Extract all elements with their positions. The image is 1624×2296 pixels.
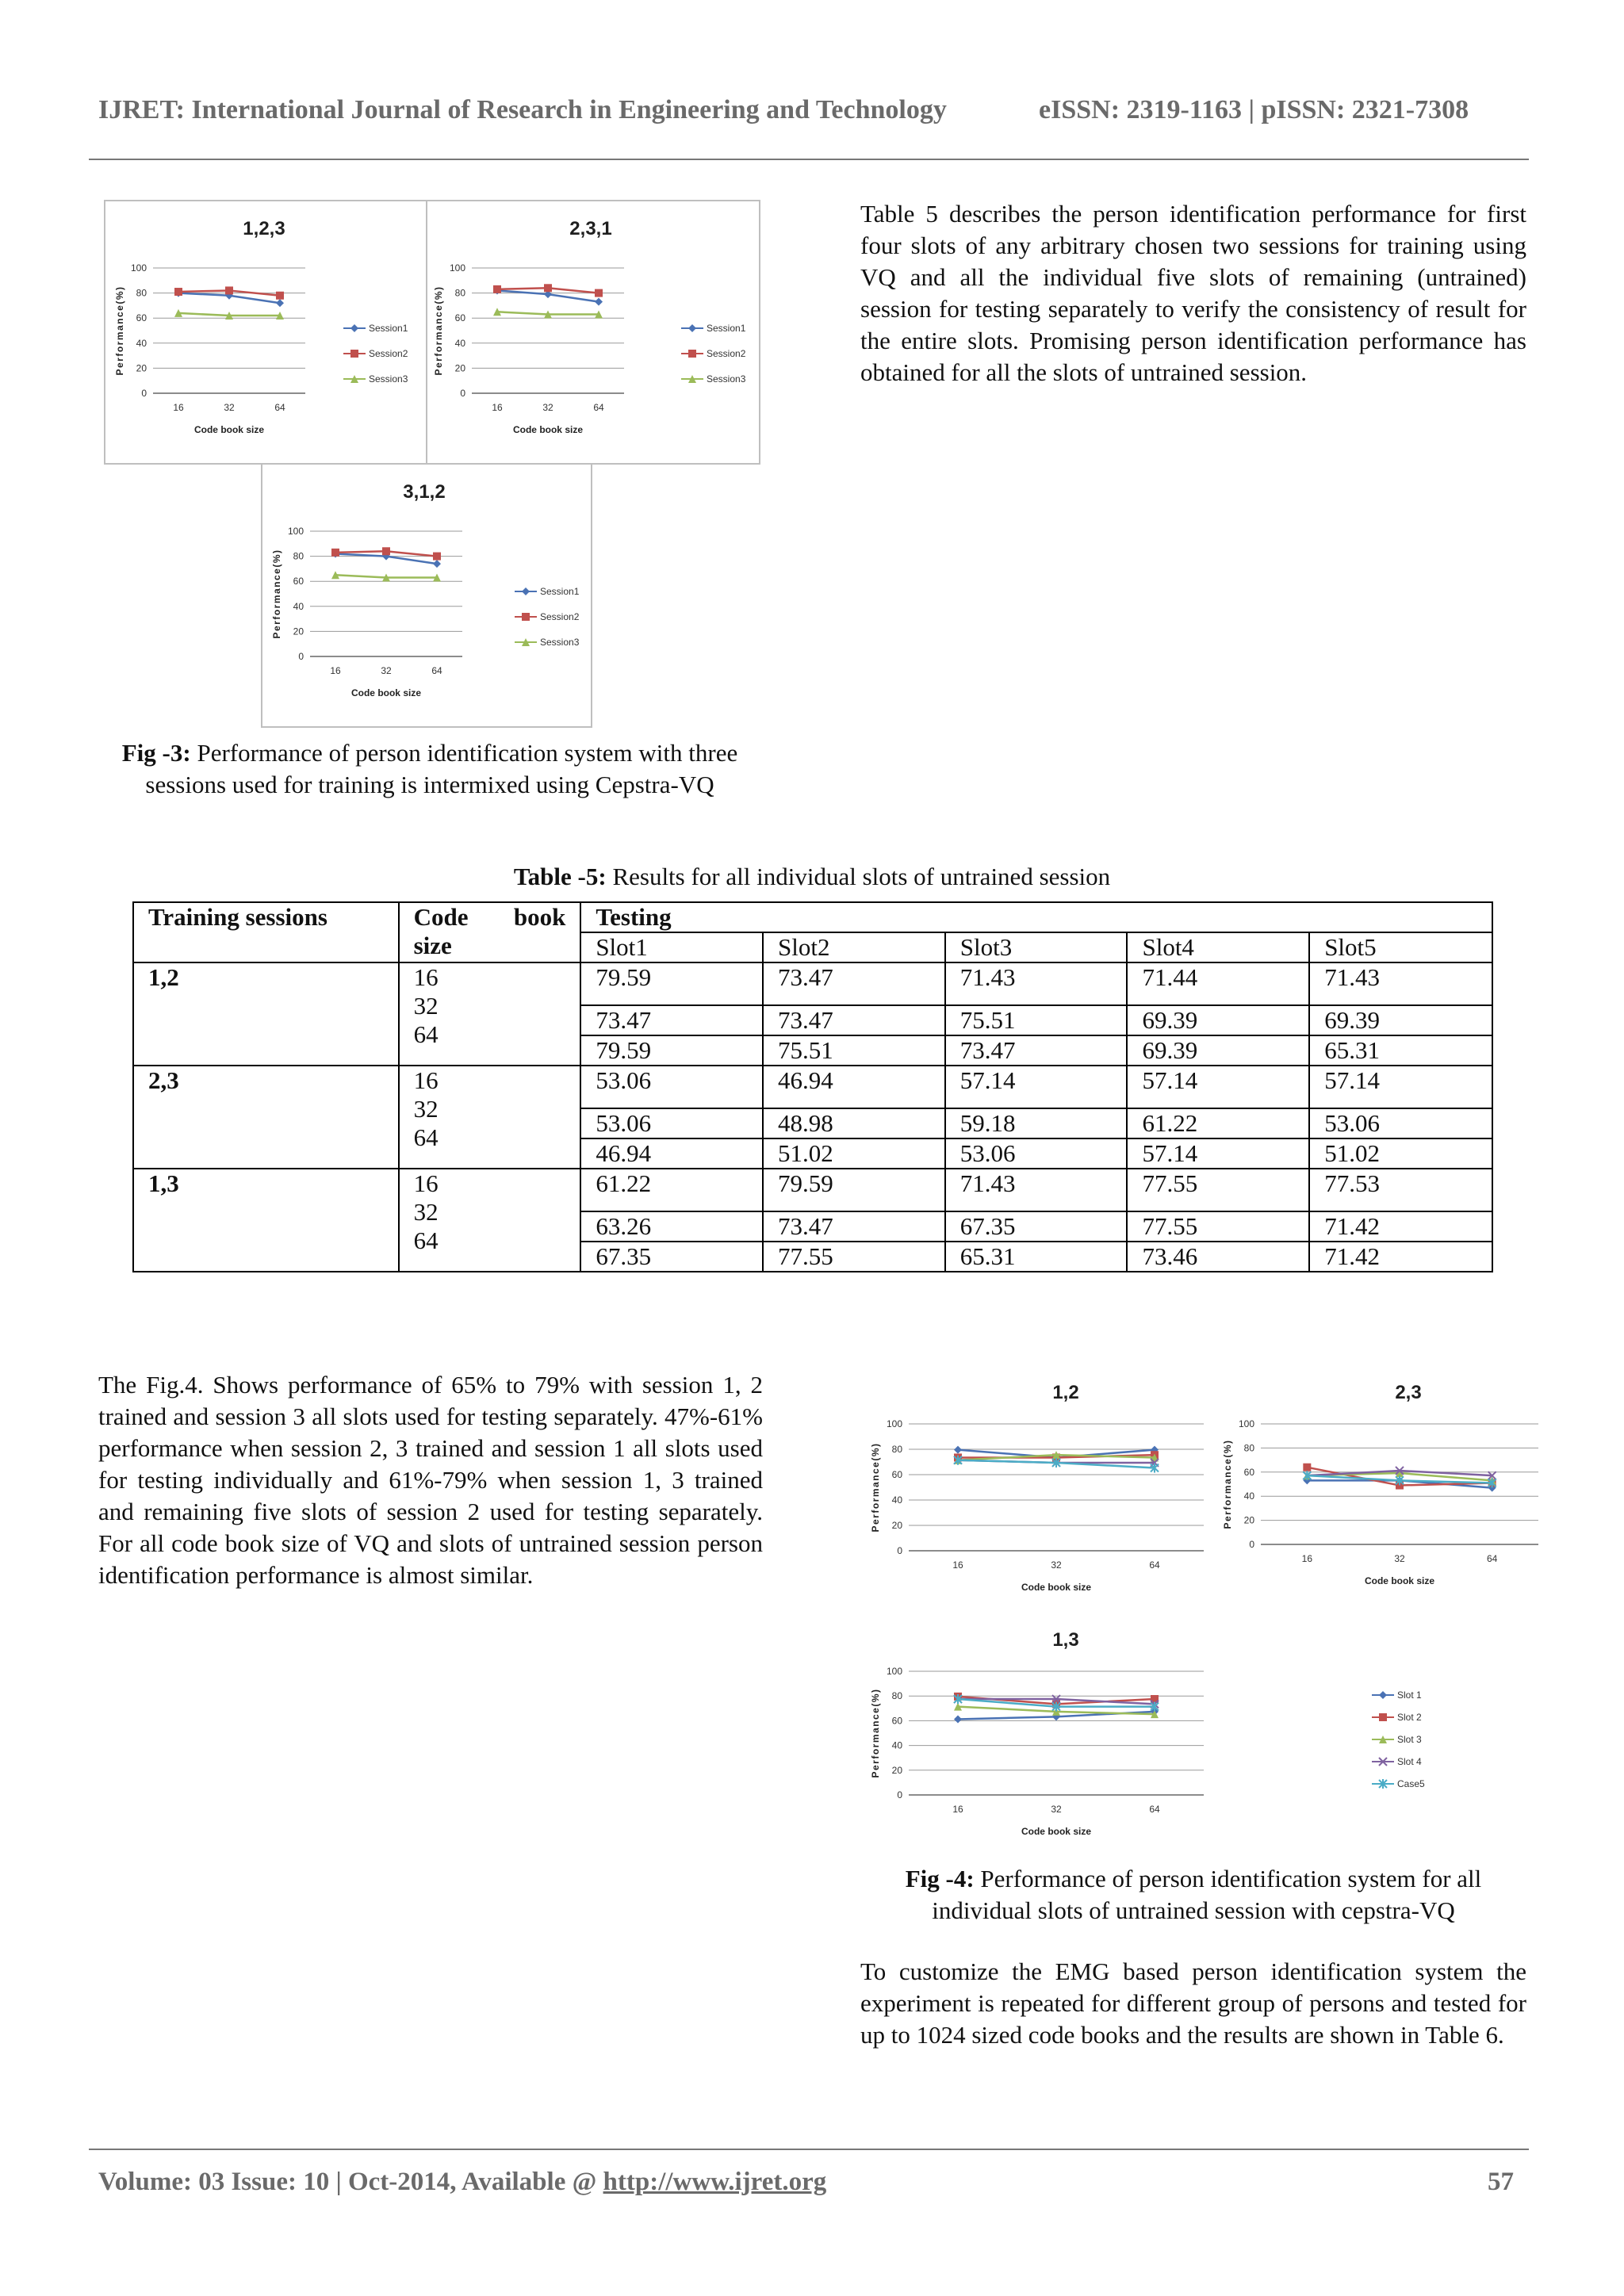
x-tick-label: 16 — [330, 665, 341, 676]
x-tick-label: 16 — [492, 402, 503, 413]
value-cell: 69.39 — [1127, 1005, 1309, 1035]
value-cell: 71.44 — [1127, 962, 1309, 1005]
y-tick-label: 20 — [891, 1764, 902, 1776]
legend-marker — [350, 324, 358, 332]
y-tick-label: 40 — [891, 1494, 902, 1506]
x-tick-label: 32 — [1051, 1804, 1062, 1815]
chart-svg — [105, 201, 426, 463]
y-tick-label: 80 — [293, 550, 304, 562]
y-tick-label: 40 — [136, 337, 147, 349]
x-tick-label: 16 — [952, 1559, 963, 1571]
y-tick-label: 0 — [141, 388, 147, 399]
chart-title: 3,1,2 — [403, 481, 446, 503]
codebook-size: 32 — [413, 1095, 439, 1123]
y-axis-label: Performance(%) — [271, 549, 282, 639]
header-slot: Slot1 — [580, 932, 763, 962]
page-number: 57 — [1488, 2168, 1514, 2196]
codebook-size: 32 — [413, 1198, 439, 1226]
footer-divider — [89, 2149, 1529, 2150]
training-cell: 2,3 — [133, 1066, 399, 1169]
codebook-size: 32 — [413, 992, 439, 1020]
x-tick-label: 32 — [1051, 1559, 1062, 1571]
table-row — [133, 1066, 1492, 1108]
fig3-caption-text: Performance of person identification system with three sessions used for training is intermixed using Cepstra-VQ — [145, 739, 738, 798]
x-axis-label: Code book size — [1021, 1826, 1092, 1837]
value-cell: 75.51 — [763, 1035, 945, 1066]
y-tick-label: 100 — [130, 262, 147, 274]
value-cell: 75.51 — [945, 1005, 1128, 1035]
legend-marker — [688, 324, 696, 332]
y-axis-label: Performance(%) — [114, 285, 125, 376]
header-slot: Slot4 — [1127, 932, 1309, 962]
table5-caption-text: Results for all individual slots of untrained session — [612, 863, 1111, 890]
value-cell: 53.06 — [580, 1066, 763, 1108]
chart-title: 2,3 — [1395, 1382, 1422, 1403]
header-slot: Slot3 — [945, 932, 1128, 962]
y-tick-label: 0 — [897, 1789, 902, 1800]
value-cell: 53.06 — [580, 1108, 763, 1138]
x-tick-label: 32 — [1394, 1553, 1405, 1564]
y-tick-label: 0 — [298, 651, 304, 662]
data-point — [954, 1715, 962, 1723]
legend-marker — [688, 350, 696, 358]
legend-label: Session2 — [707, 348, 746, 359]
legend-label: Session3 — [707, 373, 746, 385]
y-tick-label: 40 — [293, 600, 304, 612]
y-tick-label: 60 — [891, 1715, 902, 1727]
table5-description: Table 5 describes the person identification performance for first four slots of any arbitrary chosen two sessions for training using VQ and all the individual five slots of remaining (untrained) session for testing separately to verify the consistency of result for the entire slots. Promising person identification performance has obtained for all the slots of untrained session. — [860, 200, 1526, 386]
data-point — [595, 289, 603, 297]
training-cell: 1,2 — [133, 962, 399, 1066]
fig4-description: The Fig.4. Shows performance of 65% to 79% with session 1, 2 trained and session 3 all slots used for testing separately. 47%-61% performance when session 2, 3 trained and session 1 all slots used for testing individually and 61%-79% when session 1, 3 trained and remaining five slots of session 2 used for testing separately. For all code book size of VQ and slots of untrained session person identification performance is almost similar. — [98, 1371, 763, 1589]
x-axis-label: Code book size — [1364, 1575, 1435, 1586]
legend-label: Case5 — [1397, 1778, 1425, 1789]
table-row — [133, 962, 1492, 1005]
data-point — [225, 286, 233, 294]
y-tick-label: 100 — [886, 1666, 902, 1677]
value-cell: 59.18 — [945, 1108, 1128, 1138]
table-header-row — [133, 902, 1492, 932]
value-cell: 67.35 — [945, 1211, 1128, 1242]
y-tick-label: 20 — [1243, 1514, 1254, 1526]
chart-svg — [427, 201, 759, 463]
data-point — [1303, 1464, 1311, 1471]
legend-marker — [1379, 1691, 1387, 1699]
legend-label: Session3 — [369, 373, 408, 385]
x-tick-label: 64 — [593, 402, 604, 413]
training-cell: 1,3 — [133, 1169, 399, 1272]
footer — [98, 2168, 826, 2197]
header-testing: Testing — [580, 902, 1492, 932]
value-cell: 57.14 — [1127, 1066, 1309, 1108]
legend-label: Session2 — [369, 348, 408, 359]
x-tick-label: 16 — [952, 1804, 963, 1815]
legend-marker — [1379, 1713, 1387, 1721]
value-cell: 73.46 — [1127, 1242, 1309, 1272]
data-point — [433, 553, 441, 561]
fig3-chart-2,3,1 — [426, 200, 760, 465]
y-tick-label: 100 — [287, 526, 304, 537]
x-tick-label: 64 — [274, 402, 285, 413]
y-tick-label: 60 — [1243, 1466, 1254, 1478]
codebook-cell — [399, 962, 581, 1066]
table5-caption — [0, 863, 1624, 891]
legend-label: Slot 2 — [1397, 1712, 1422, 1723]
data-point — [382, 547, 390, 555]
y-tick-label: 40 — [454, 337, 465, 349]
y-tick-label: 80 — [891, 1444, 902, 1455]
footer-link[interactable]: http://www.ijret.org — [603, 2168, 827, 2196]
value-cell: 73.47 — [763, 962, 945, 1005]
chart-title: 1,2,3 — [243, 218, 285, 239]
y-axis-label: Performance(%) — [870, 1688, 881, 1778]
header-slot: Slot5 — [1309, 932, 1492, 962]
y-tick-label: 100 — [886, 1418, 902, 1429]
header-training: Training sessions — [133, 902, 399, 962]
value-cell: 79.59 — [580, 962, 763, 1005]
legend-label: Slot 3 — [1397, 1734, 1422, 1745]
y-tick-label: 0 — [1249, 1539, 1254, 1550]
fig3-caption-label: Fig -3: — [121, 739, 191, 767]
data-point — [331, 549, 339, 557]
y-tick-label: 60 — [293, 576, 304, 587]
y-tick-label: 20 — [454, 362, 465, 374]
fig4-chart-1,3 — [864, 1617, 1538, 1855]
customize-paragraph: To customize the EMG based person identification system the experiment is repeated for different group of persons and tested for up to 1024 sized code books and the results are shown in Table 6. — [860, 1957, 1526, 2049]
x-tick-label: 64 — [1149, 1804, 1160, 1815]
legend-label: Session3 — [540, 637, 580, 648]
y-axis-label: Performance(%) — [433, 285, 444, 376]
value-cell: 63.26 — [580, 1211, 763, 1242]
x-tick-label: 64 — [1486, 1553, 1498, 1564]
legend-label: Session1 — [540, 586, 580, 597]
data-point — [493, 285, 501, 293]
y-tick-label: 60 — [454, 312, 465, 324]
value-cell: 61.22 — [580, 1169, 763, 1211]
legend-marker — [522, 587, 530, 595]
value-cell: 77.55 — [763, 1242, 945, 1272]
data-point — [954, 1446, 962, 1454]
table5-caption-label: Table -5: — [513, 863, 607, 890]
value-cell: 73.47 — [763, 1005, 945, 1035]
value-cell: 71.42 — [1309, 1242, 1492, 1272]
value-cell: 61.22 — [1127, 1108, 1309, 1138]
y-tick-label: 40 — [891, 1739, 902, 1751]
data-point — [544, 284, 552, 292]
chart-svg — [262, 465, 591, 726]
footer-volume: Volume: 03 Issue: 10 | Oct-2014, Available @ — [98, 2168, 597, 2196]
codebook-size: 64 — [413, 1123, 439, 1151]
issn: eISSN: 2319-1163 | pISSN: 2321-7308 — [1039, 95, 1469, 124]
y-tick-label: 60 — [891, 1469, 902, 1480]
x-axis-label: Code book size — [512, 424, 584, 435]
value-cell: 79.59 — [763, 1169, 945, 1211]
journal-title: IJRET: International Journal of Research in Engineering and Technology — [98, 95, 947, 124]
x-tick-label: 64 — [431, 665, 442, 676]
y-tick-label: 0 — [897, 1545, 902, 1556]
y-axis-label: Performance(%) — [870, 1442, 881, 1533]
x-axis-label: Code book size — [193, 424, 265, 435]
x-axis-label: Code book size — [350, 687, 422, 698]
value-cell: 57.14 — [945, 1066, 1128, 1108]
value-cell: 53.06 — [1309, 1108, 1492, 1138]
value-cell: 69.39 — [1127, 1035, 1309, 1066]
fig3-chart-3,1,2 — [261, 463, 592, 728]
y-tick-label: 80 — [136, 287, 147, 299]
y-tick-label: 80 — [454, 287, 465, 299]
data-point — [174, 288, 182, 296]
codebook-size: 64 — [413, 1226, 439, 1254]
fig4-chart-2,3 — [1213, 1370, 1562, 1608]
value-cell: 51.02 — [1309, 1138, 1492, 1169]
value-cell: 77.55 — [1127, 1211, 1309, 1242]
fig4-caption-label: Fig -4: — [905, 1865, 975, 1892]
header-slot: Slot2 — [763, 932, 945, 962]
legend-label: Session1 — [369, 323, 408, 334]
y-tick-label: 60 — [136, 312, 147, 324]
fig3-caption — [98, 737, 761, 801]
value-cell: 57.14 — [1127, 1138, 1309, 1169]
y-tick-label: 20 — [293, 626, 304, 637]
value-cell: 65.31 — [1309, 1035, 1492, 1066]
value-cell: 69.39 — [1309, 1005, 1492, 1035]
x-axis-label: Code book size — [1021, 1582, 1092, 1593]
data-point — [595, 298, 603, 306]
value-cell: 51.02 — [763, 1138, 945, 1169]
codebook-size: 64 — [413, 1020, 439, 1048]
codebook-size: 16 — [413, 1169, 439, 1197]
fig4-caption — [860, 1863, 1526, 1927]
legend-marker — [350, 350, 358, 358]
x-tick-label: 16 — [173, 402, 184, 413]
x-tick-label: 32 — [224, 402, 235, 413]
fig4-chart-1,2 — [864, 1370, 1213, 1608]
data-point — [433, 560, 441, 568]
data-point — [276, 292, 284, 300]
value-cell: 73.47 — [580, 1005, 763, 1035]
value-cell: 73.47 — [763, 1211, 945, 1242]
value-cell: 57.14 — [1309, 1066, 1492, 1108]
fig3-chart-1,2,3 — [104, 200, 427, 465]
value-cell: 71.43 — [945, 962, 1128, 1005]
value-cell: 46.94 — [580, 1138, 763, 1169]
legend-label: Session2 — [540, 611, 580, 622]
table-row — [133, 1169, 1492, 1211]
y-tick-label: 20 — [891, 1520, 902, 1531]
x-tick-label: 32 — [381, 665, 392, 676]
value-cell: 48.98 — [763, 1108, 945, 1138]
y-axis-label: Performance(%) — [1222, 1439, 1233, 1529]
x-tick-label: 32 — [542, 402, 553, 413]
y-tick-label: 40 — [1243, 1490, 1254, 1502]
header-code-book-size: Code book size — [399, 902, 581, 962]
value-cell: 71.42 — [1309, 1211, 1492, 1242]
legend-label: Slot 4 — [1397, 1756, 1422, 1767]
value-cell: 71.43 — [1309, 962, 1492, 1005]
y-tick-label: 100 — [1238, 1418, 1254, 1429]
legend-marker — [522, 613, 530, 621]
value-cell: 65.31 — [945, 1242, 1128, 1272]
legend-label: Session1 — [707, 323, 746, 334]
chart-title: 1,3 — [1052, 1629, 1079, 1651]
value-cell: 53.06 — [945, 1138, 1128, 1169]
chart-title: 1,2 — [1052, 1382, 1079, 1403]
x-tick-label: 64 — [1149, 1559, 1160, 1571]
data-point — [276, 299, 284, 307]
table5 — [132, 901, 1493, 1272]
codebook-cell — [399, 1066, 581, 1169]
value-cell: 46.94 — [763, 1066, 945, 1108]
codebook-size: 16 — [413, 1066, 439, 1094]
codebook-cell — [399, 1169, 581, 1272]
value-cell: 67.35 — [580, 1242, 763, 1272]
y-tick-label: 80 — [891, 1690, 902, 1702]
y-tick-label: 100 — [449, 262, 465, 274]
x-tick-label: 16 — [1301, 1553, 1313, 1564]
value-cell: 71.43 — [945, 1169, 1128, 1211]
codebook-size: 16 — [413, 963, 439, 991]
value-cell: 79.59 — [580, 1035, 763, 1066]
chart-title: 2,3,1 — [569, 218, 612, 239]
fig4-caption-text: Performance of person identification system for all individual slots of untrained session with cepstra-VQ — [932, 1865, 1482, 1924]
y-tick-label: 0 — [460, 388, 465, 399]
header-divider — [89, 159, 1529, 160]
y-tick-label: 20 — [136, 362, 147, 374]
value-cell: 77.55 — [1127, 1169, 1309, 1211]
value-cell: 73.47 — [945, 1035, 1128, 1066]
legend-label: Slot 1 — [1397, 1689, 1422, 1701]
value-cell: 77.53 — [1309, 1169, 1492, 1211]
y-tick-label: 80 — [1243, 1442, 1254, 1454]
